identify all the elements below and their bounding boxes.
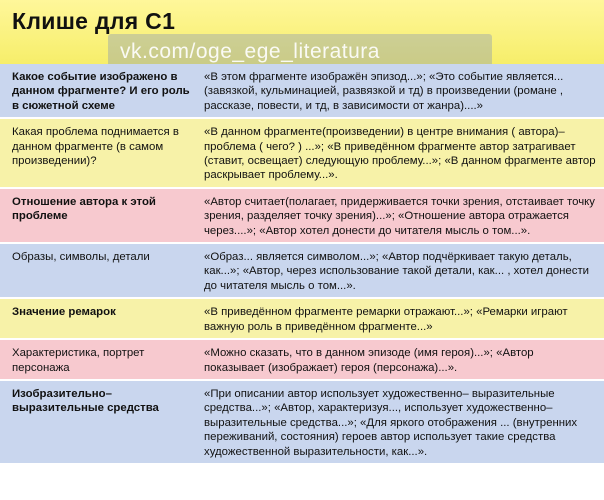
topic-cell: Изобразительно– выразительные средства [12,387,159,415]
cliche-table [0,64,604,465]
topic-cell: Образы, символы, детали [12,251,150,264]
table-row [0,119,604,189]
topic-cell: Какое событие изображено в данном фрагменте? И его роль в сюжетной схеме [12,71,190,112]
cliche-cell: «Автор считает(полагает, придерживается точки зрения, отстаивает точку зрения, разделяет точку зрения)...»; «Отношение автора отражается через....»; «Автор хотел донести до читателя мысль о том...». [204,195,595,237]
topic-cell: Значение ремарок [12,306,116,319]
cliche-cell: «При описании автор использует художественно– выразительные средства...»; «Автор, характеризуя..., использует художественно– выразительные средства...»; «Для яркого отображения ... (внутренних переживаний, состояния) героев автор использует такие средства художественной выразительности, как...». [204,387,578,458]
header-banner [0,0,604,64]
cliche-cell: «В этом фрагменте изображён эпизод...»; «Это событие является...(завязкой, кульминацией, развязкой и тд) в произведении (романе , рассказе, повести, и тд, в зависимости от жанра)....» [204,71,564,112]
cliche-cell: «В данном фрагменте(произведении) в центре внимания ( автора)– проблема ( чего? ) ...»; «В приведённом фрагменте автор затрагивает (ставит, освещает) следующую проблему...»; «В данном фрагменте автор раскрывает проблему...». [204,126,596,182]
table-row [0,244,604,299]
table-row [0,64,604,119]
watermark-link: vk.com/oge_ege_literatura [108,34,492,70]
table-row [0,189,604,244]
cliche-cell: «В приведённом фрагменте ремарки отражают...»; «Ремарки играют важную роль в приведённом фрагменте...» [204,306,568,333]
table-row [0,381,604,465]
cliche-cell: «Можно сказать, что в данном эпизоде (имя героя)...»; «Автор показывает (изображает) героя (персонажа)...». [204,347,534,374]
topic-cell: Какая проблема поднимается в данном фрагменте (в самом произведении)? [12,126,179,168]
topic-cell: Характеристика, портрет персонажа [12,347,145,374]
table-row [0,299,604,340]
topic-cell: Отношение автора к этой проблеме [12,195,156,223]
page-title: Клише для С1 [12,8,176,34]
cliche-cell: «Образ... является символом...»; «Автор подчёркивает такую деталь, как...»; «Автор, через использование такой детали, как... , хотел донести до читателя мысль о том...». [204,251,590,292]
table-row [0,340,604,381]
